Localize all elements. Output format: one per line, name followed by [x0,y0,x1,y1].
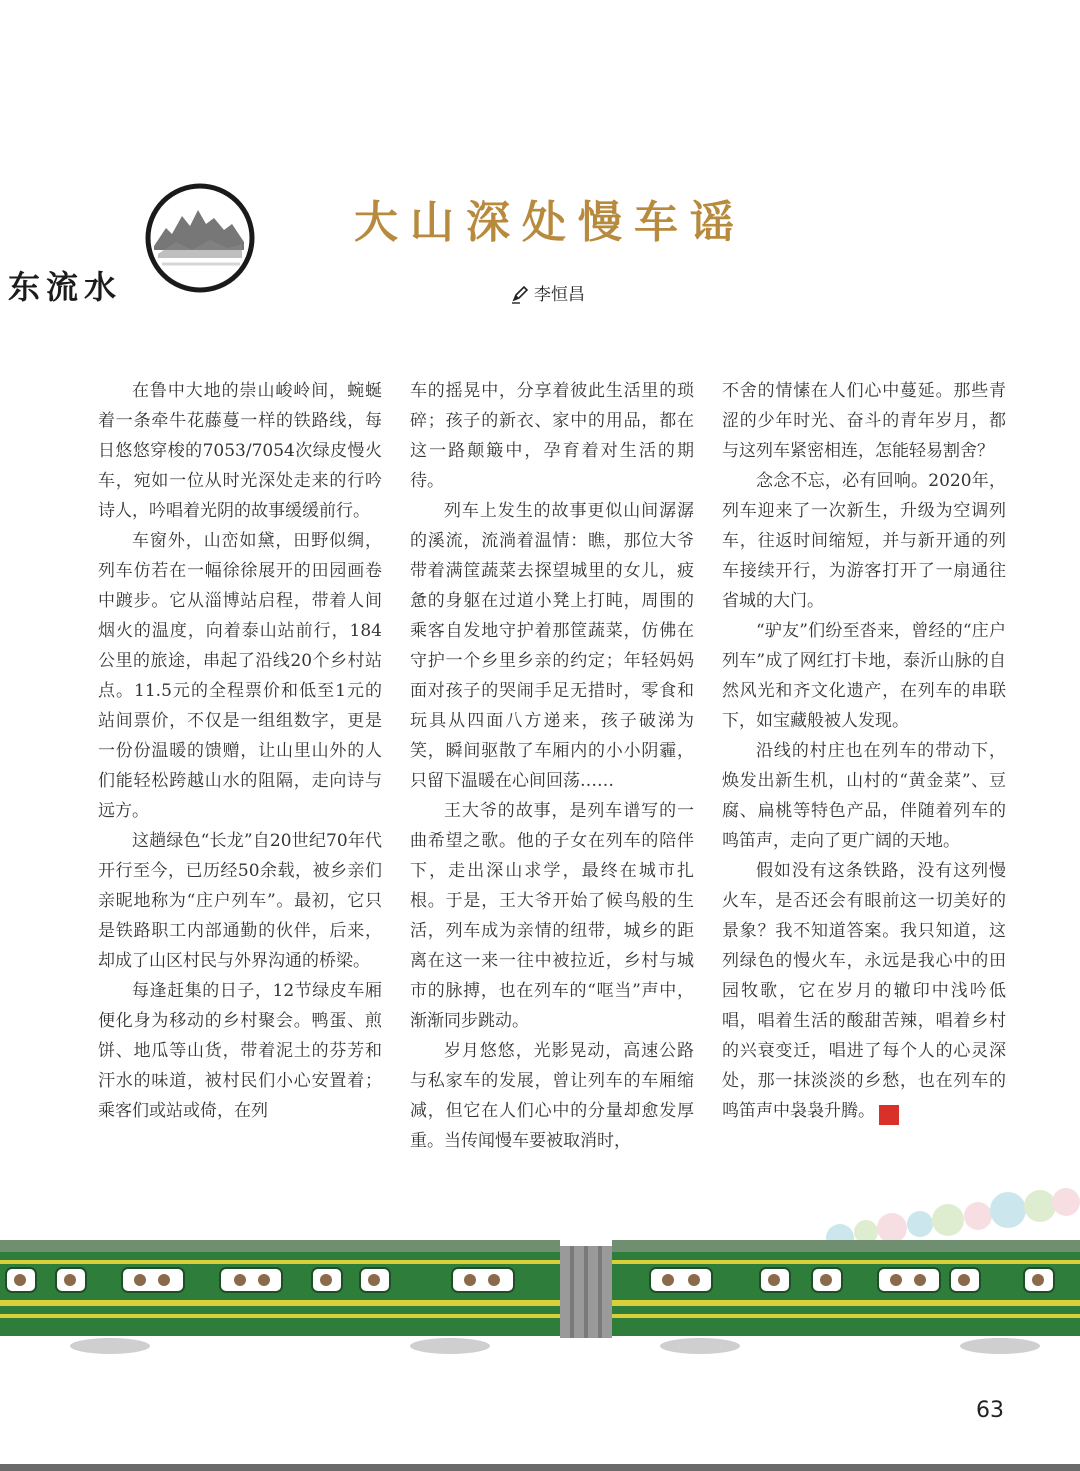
text-column-2 [410,376,694,1156]
paragraph: “驴友”们纷至沓来，曾经的“庄户列车”成了网红打卡地，泰沂山脉的自然风光和齐文化遗产，在列车的串联下，如宝藏般被人发现。 [722,621,1006,731]
paragraph: 每逢赶集的日子，12节绿皮车厢便化身为移动的乡村聚会。鸭蛋、煎饼、地瓜等山货，带着泥土的芬芳和汗水的味道，被村民们小心安置着；乘客们或站或倚，在列 [98,981,382,1121]
paragraph: 这趟绿色“长龙”自20世纪70年代开行至今，已历经50余载，被乡亲们亲昵地称为“庄户列车”。最初，它只是铁路职工内部通勤的伙伴，后来，却成了山区村民与外界沟通的桥梁。 [98,831,382,971]
page-edge [0,1464,1080,1471]
text-column-3 [722,376,1006,1126]
paragraph: 念念不忘，必有回响。2020年，列车迎来了一次新生，升级为空调列车，往返时间缩短，并与新开通的列车接续开行，为游客打开了一扇通往省城的大门。 [722,471,1006,611]
author-name: 李恒昌 [534,285,585,305]
train-illustration [0,1180,1080,1380]
author-line [510,280,585,309]
paragraph-last [722,856,1006,1126]
end-mark-icon: 文 [879,1105,899,1125]
paragraph: 车窗外，山峦如黛，田野似绸，列车仿若在一幅徐徐展开的田园画卷中踱步。它从淄博站启程，带着人间烟火的温度，向着泰山站前行，184公里的旅途，串起了沿线20个乡村站点。11.5元的全程票价和低至1元的站间票价，不仅是一组组数字，更是一份份温暖的馈赠，让山里山外的人们能轻松跨越山水的阻隔，走向诗与远方。 [98,531,382,821]
paragraph: 不舍的情愫在人们心中蔓延。那些青涩的少年时光、奋斗的青年岁月，都与这列车紧密相连，怎能轻易割舍？ [722,381,1006,461]
page-number: 63 [976,1398,1004,1423]
green-train-icon [0,1180,1080,1380]
paragraph: 沿线的村庄也在列车的带动下，焕发出新生机，山村的“黄金菜”、豆腐、扁桃等特色产品，伴随着列车的鸣笛声，走向了更广阔的天地。 [722,741,1006,851]
paragraph-text: 假如没有这条铁路，没有这列慢火车，是否还会有眼前这一切美好的景象？我不知道答案。我只知道，这列绿色的慢火车，永远是我心中的田园牧歌，它在岁月的辙印中浅吟低唱，唱着生活的酸甜苦辣，唱着乡村的兴衰变迁，唱进了每个人的心灵深处，那一抹淡淡的乡愁，也在列车的鸣笛声中袅袅升腾。 [722,861,1006,1121]
column-name: 东流水 [8,268,123,306]
paragraph: 王大爷的故事，是列车谱写的一曲希望之歌。他的子女在列车的陪伴下，走出深山求学，最终在城市扎根。于是，王大爷开始了候鸟般的生活，列车成为亲情的纽带，城乡的距离在这一来一往中被拉近，乡村与城市的脉搏，也在列车的“哐当”声中，渐渐同步跳动。 [410,801,694,1031]
paragraph: 列车上发生的故事更似山间潺潺的溪流，流淌着温情：瞧，那位大爷带着满筐蔬菜去探望城里的女儿，疲惫的身躯在过道小凳上打盹，周围的乘客自发地守护着那筐蔬菜，仿佛在守护一个乡里乡亲的约定；年轻妈妈面对孩子的哭闹手足无措时，零食和玩具从四面八方递来，孩子破涕为笑，瞬间驱散了车厢内的小小阴霾，只留下温暖在心间回荡…… [410,501,694,791]
paragraph: 车的摇晃中，分享着彼此生活里的琐碎；孩子的新衣、家中的用品，都在这一路颠簸中，孕育着对生活的期待。 [410,381,694,491]
pen-icon [510,284,530,309]
paragraph: 岁月悠悠，光影晃动，高速公路与私家车的发展，曾让列车的车厢缩减，但它在人们心中的分量却愈发厚重。当传闻慢车要被取消时， [410,1041,694,1151]
text-column-1 [98,376,382,1126]
paragraph: 在鲁中大地的崇山峻岭间，蜿蜒着一条牵牛花藤蔓一样的铁路线，每日悠悠穿梭的7053/7054次绿皮慢火车，宛如一位从时光深处走来的行吟诗人，吟唱着光阴的故事缓缓前行。 [98,381,382,521]
article-title: 大山深处慢车谣 [354,197,746,248]
